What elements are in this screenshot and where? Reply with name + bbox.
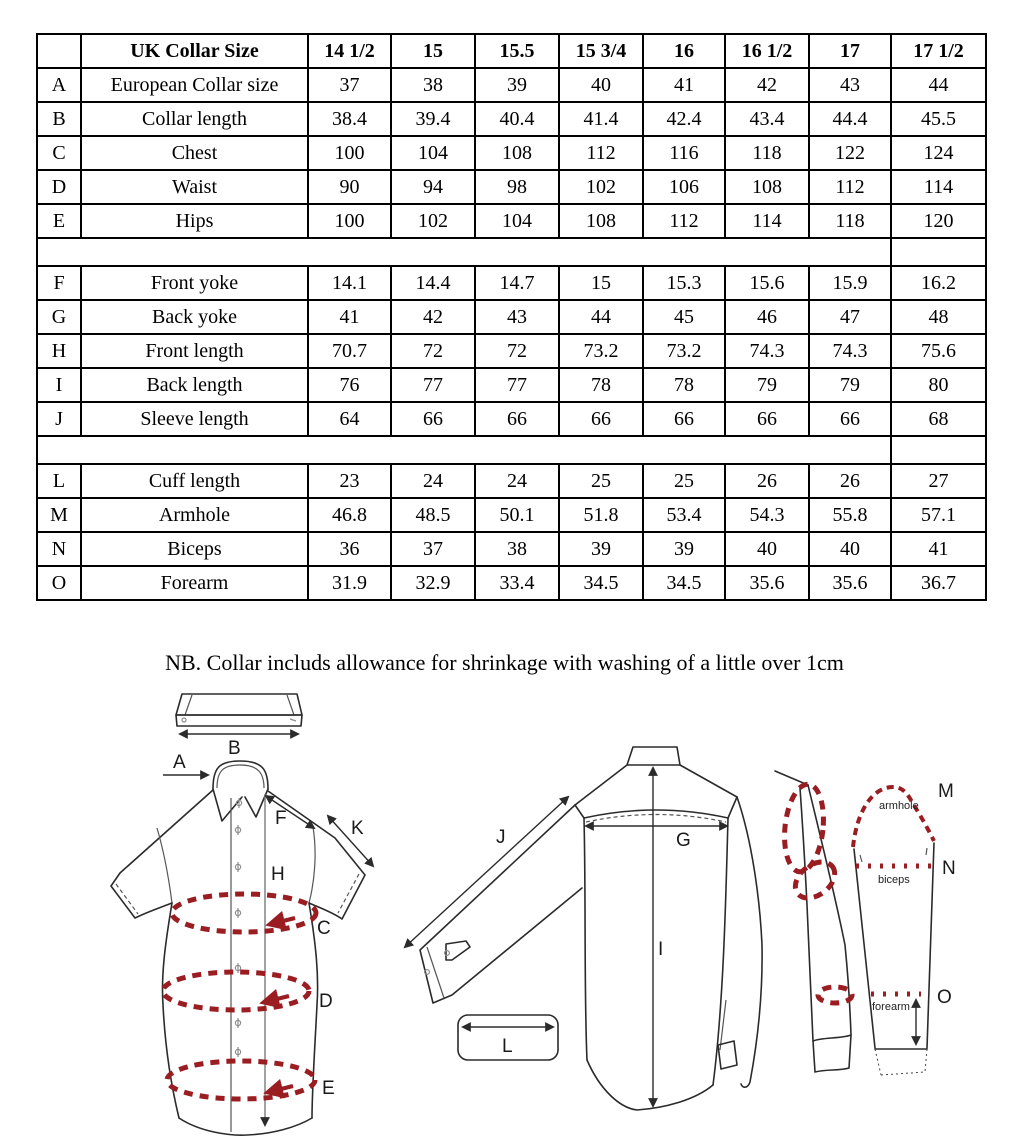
- value-cell: 44.4: [809, 102, 891, 136]
- table-row: [37, 204, 986, 238]
- front-yoke-arrow: [266, 796, 314, 828]
- value-cell: 42: [391, 300, 475, 334]
- label-h: H: [271, 864, 285, 885]
- value-cell: 70.7: [308, 334, 391, 368]
- value-cell: 46: [725, 300, 809, 334]
- back-shirt-diagram: [400, 700, 780, 1144]
- table-row: [37, 498, 986, 532]
- armhole-text: armhole: [879, 800, 919, 812]
- label-n: N: [942, 858, 956, 879]
- value-cell: 15.3: [643, 266, 725, 300]
- row-letter: G: [37, 300, 81, 334]
- row-label: Back length: [81, 368, 308, 402]
- value-cell: 66: [559, 402, 643, 436]
- table-row: [37, 402, 986, 436]
- value-cell: 15.6: [725, 266, 809, 300]
- spacer-cell-last: [891, 436, 986, 464]
- spacer-cell: [37, 436, 891, 464]
- value-cell: 73.2: [559, 334, 643, 368]
- value-cell: 98: [475, 170, 559, 204]
- sleeve-right-edge: [927, 843, 934, 1048]
- value-cell: 36: [308, 532, 391, 566]
- label-k: K: [351, 818, 364, 839]
- label-b: B: [228, 738, 241, 759]
- value-cell: 27: [891, 464, 986, 498]
- value-cell: 25: [559, 464, 643, 498]
- row-label: European Collar size: [81, 68, 308, 102]
- value-cell: 40: [725, 532, 809, 566]
- row-label: Forearm: [81, 566, 308, 600]
- table-row: [37, 102, 986, 136]
- table-row: [37, 68, 986, 102]
- value-cell: 104: [391, 136, 475, 170]
- value-cell: 48: [891, 300, 986, 334]
- value-cell: 39.4: [391, 102, 475, 136]
- value-cell: 26: [809, 464, 891, 498]
- value-cell: 26: [725, 464, 809, 498]
- sleeve-diagram: [745, 735, 1009, 1144]
- value-cell: 39: [475, 68, 559, 102]
- value-cell: 37: [391, 532, 475, 566]
- value-cell: 47: [809, 300, 891, 334]
- row-letter: J: [37, 402, 81, 436]
- value-cell: 41: [891, 532, 986, 566]
- size-header: 15: [391, 34, 475, 68]
- row-letter: B: [37, 102, 81, 136]
- value-cell: 34.5: [559, 566, 643, 600]
- label-c: C: [317, 918, 331, 939]
- value-cell: 100: [308, 204, 391, 238]
- row-label: Biceps: [81, 532, 308, 566]
- row-letter: F: [37, 266, 81, 300]
- row-letter: A: [37, 68, 81, 102]
- row-letter: D: [37, 170, 81, 204]
- value-cell: 15.9: [809, 266, 891, 300]
- header-row: [37, 34, 986, 68]
- label-d: D: [319, 991, 333, 1012]
- size-header: 17: [809, 34, 891, 68]
- value-cell: 39: [559, 532, 643, 566]
- value-cell: 66: [391, 402, 475, 436]
- value-cell: 102: [559, 170, 643, 204]
- corner-cell: [37, 34, 81, 68]
- value-cell: 108: [725, 170, 809, 204]
- row-letter: N: [37, 532, 81, 566]
- value-cell: 15: [559, 266, 643, 300]
- left-sleeve: [111, 790, 213, 918]
- value-cell: 94: [391, 170, 475, 204]
- value-cell: 44: [891, 68, 986, 102]
- armhole-curve: [853, 787, 934, 847]
- label-g: G: [676, 830, 691, 851]
- value-cell: 36.7: [891, 566, 986, 600]
- value-cell: 45: [643, 300, 725, 334]
- flat-sleeve-pattern: [853, 781, 956, 1075]
- value-cell: 16.2: [891, 266, 986, 300]
- value-cell: 106: [643, 170, 725, 204]
- value-cell: 108: [559, 204, 643, 238]
- table-row: [37, 532, 986, 566]
- value-cell: 24: [475, 464, 559, 498]
- back-hem: [587, 1060, 713, 1110]
- value-cell: 118: [809, 204, 891, 238]
- buttons: [235, 798, 241, 1057]
- value-cell: 57.1: [891, 498, 986, 532]
- size-header: 14 1/2: [308, 34, 391, 68]
- size-chart-table: [36, 33, 987, 601]
- value-cell: 100: [308, 136, 391, 170]
- back-left-edge: [584, 818, 587, 1060]
- shoulders: [575, 765, 737, 805]
- row-label: Front yoke: [81, 266, 308, 300]
- cuff-ellipse-side: [788, 855, 841, 906]
- folded-sleeve: [775, 771, 852, 1072]
- value-cell: 31.9: [308, 566, 391, 600]
- cuff-dotted: [875, 1049, 927, 1075]
- value-cell: 38: [475, 532, 559, 566]
- table-row: [37, 170, 986, 204]
- value-cell: 74.3: [809, 334, 891, 368]
- row-label: Back yoke: [81, 300, 308, 334]
- value-cell: 40: [809, 532, 891, 566]
- size-header: 15 3/4: [559, 34, 643, 68]
- value-cell: 32.9: [391, 566, 475, 600]
- value-cell: 102: [391, 204, 475, 238]
- value-cell: 14.7: [475, 266, 559, 300]
- value-cell: 72: [391, 334, 475, 368]
- label-o: O: [937, 987, 952, 1008]
- value-cell: 45.5: [891, 102, 986, 136]
- value-cell: 35.6: [809, 566, 891, 600]
- value-cell: 42: [725, 68, 809, 102]
- value-cell: 108: [475, 136, 559, 170]
- value-cell: 73.2: [643, 334, 725, 368]
- value-cell: 112: [809, 170, 891, 204]
- value-cell: 44: [559, 300, 643, 334]
- value-cell: 33.4: [475, 566, 559, 600]
- value-cell: 24: [391, 464, 475, 498]
- size-header: 16: [643, 34, 725, 68]
- row-letter: C: [37, 136, 81, 170]
- row-label: Front length: [81, 334, 308, 368]
- row-label: Sleeve length: [81, 402, 308, 436]
- value-cell: 48.5: [391, 498, 475, 532]
- table-row: [37, 464, 986, 498]
- value-cell: 41: [643, 68, 725, 102]
- value-cell: 14.4: [391, 266, 475, 300]
- spacer-cell: [37, 238, 891, 266]
- hips-arrow: [269, 1086, 293, 1092]
- value-cell: 43: [809, 68, 891, 102]
- table-row: [37, 136, 986, 170]
- row-label: Chest: [81, 136, 308, 170]
- value-cell: 42.4: [643, 102, 725, 136]
- waist-arrow: [265, 996, 289, 1002]
- value-cell: 104: [475, 204, 559, 238]
- value-cell: 39: [643, 532, 725, 566]
- value-cell: 40: [559, 68, 643, 102]
- biceps-text: biceps: [878, 874, 910, 886]
- row-letter: O: [37, 566, 81, 600]
- value-cell: 120: [891, 204, 986, 238]
- value-cell: 122: [809, 136, 891, 170]
- row-label: Waist: [81, 170, 308, 204]
- label-m: M: [938, 781, 954, 802]
- waist-ellipse: [163, 972, 309, 1010]
- shirt-collar: [213, 761, 268, 821]
- value-cell: 37: [308, 68, 391, 102]
- size-header: 16 1/2: [725, 34, 809, 68]
- value-cell: 76: [308, 368, 391, 402]
- front-shirt-diagram: [95, 690, 415, 1140]
- value-cell: 64: [308, 402, 391, 436]
- value-cell: 118: [725, 136, 809, 170]
- value-cell: 114: [725, 204, 809, 238]
- table-row: [37, 266, 986, 300]
- value-cell: 23: [308, 464, 391, 498]
- row-label: Cuff length: [81, 464, 308, 498]
- value-cell: 66: [725, 402, 809, 436]
- value-cell: 54.3: [725, 498, 809, 532]
- value-cell: 35.6: [725, 566, 809, 600]
- value-cell: 41: [308, 300, 391, 334]
- value-cell: 46.8: [308, 498, 391, 532]
- table-row: [37, 334, 986, 368]
- label-j: J: [496, 827, 506, 848]
- label-e: E: [322, 1078, 335, 1099]
- value-cell: 78: [559, 368, 643, 402]
- sleeve-length-arrow: [405, 797, 568, 947]
- value-cell: 50.1: [475, 498, 559, 532]
- value-cell: 66: [475, 402, 559, 436]
- hips-ellipse: [167, 1061, 315, 1099]
- label-i: I: [658, 939, 664, 960]
- value-cell: 41.4: [559, 102, 643, 136]
- value-cell: 114: [891, 170, 986, 204]
- shrinkage-note: NB. Collar includs allowance for shrinkage with washing of a little over 1cm: [165, 650, 844, 675]
- spacer-row: [37, 436, 986, 464]
- value-cell: 112: [559, 136, 643, 170]
- row-letter: L: [37, 464, 81, 498]
- value-cell: 14.1: [308, 266, 391, 300]
- value-cell: 78: [643, 368, 725, 402]
- chest-arrow: [271, 918, 295, 924]
- value-cell: 66: [643, 402, 725, 436]
- size-header: 17 1/2: [891, 34, 986, 68]
- row-letter: H: [37, 334, 81, 368]
- row-label: Hips: [81, 204, 308, 238]
- row-label: Armhole: [81, 498, 308, 532]
- label-a: A: [173, 752, 186, 773]
- row-letter: E: [37, 204, 81, 238]
- value-cell: 53.4: [643, 498, 725, 532]
- value-cell: 75.6: [891, 334, 986, 368]
- value-cell: 68: [891, 402, 986, 436]
- value-cell: 116: [643, 136, 725, 170]
- forearm-text: forearm: [872, 1001, 910, 1013]
- table-row: [37, 300, 986, 334]
- row-letter: I: [37, 368, 81, 402]
- chest-ellipse: [172, 894, 316, 932]
- value-cell: 38: [391, 68, 475, 102]
- cuff-placket: [446, 941, 470, 960]
- value-cell: 43.4: [725, 102, 809, 136]
- label-l: L: [502, 1036, 513, 1057]
- table-row: [37, 368, 986, 402]
- spacer-row: [37, 238, 986, 266]
- label-f: F: [275, 808, 287, 829]
- value-cell: 79: [725, 368, 809, 402]
- value-cell: 74.3: [725, 334, 809, 368]
- flat-collar-sketch: [176, 694, 302, 726]
- table-row: [37, 566, 986, 600]
- value-cell: 80: [891, 368, 986, 402]
- value-cell: 90: [308, 170, 391, 204]
- spacer-cell-last: [891, 238, 986, 266]
- forearm-ellipse-side: [818, 987, 852, 1003]
- size-header: 15.5: [475, 34, 559, 68]
- row-label: Collar length: [81, 102, 308, 136]
- collar-stand: [627, 747, 680, 765]
- value-cell: 79: [809, 368, 891, 402]
- value-cell: 43: [475, 300, 559, 334]
- uk-collar-size-header: UK Collar Size: [81, 34, 308, 68]
- value-cell: 77: [475, 368, 559, 402]
- value-cell: 34.5: [643, 566, 725, 600]
- value-cell: 124: [891, 136, 986, 170]
- hem: [179, 1118, 312, 1135]
- value-cell: 66: [809, 402, 891, 436]
- row-letter: M: [37, 498, 81, 532]
- value-cell: 72: [475, 334, 559, 368]
- value-cell: 51.8: [559, 498, 643, 532]
- value-cell: 25: [643, 464, 725, 498]
- value-cell: 38.4: [308, 102, 391, 136]
- value-cell: 55.8: [809, 498, 891, 532]
- value-cell: 40.4: [475, 102, 559, 136]
- value-cell: 77: [391, 368, 475, 402]
- value-cell: 112: [643, 204, 725, 238]
- sleeve-left-edge: [854, 849, 875, 1048]
